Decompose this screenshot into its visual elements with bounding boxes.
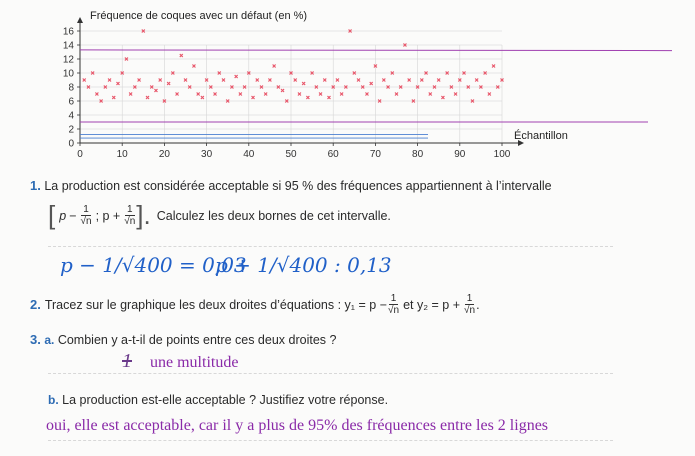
x-tick-label: 60: [327, 149, 339, 160]
interval-expression: [48, 200, 391, 231]
fraction-denominator: √n: [464, 305, 476, 316]
x-tick-label: 40: [243, 149, 255, 160]
interval-p: p: [59, 208, 67, 223]
fraction-denominator: √n: [80, 216, 92, 227]
data-point: [235, 75, 238, 78]
data-point: [146, 96, 149, 99]
question-3b-label: b.: [48, 393, 59, 407]
data-point: [488, 93, 491, 96]
data-point: [319, 93, 322, 96]
x-tick-label: 70: [369, 149, 381, 160]
answer-line: [48, 373, 613, 374]
data-point: [201, 96, 204, 99]
question-1-number: 1.: [30, 178, 41, 193]
data-point: [454, 93, 457, 96]
question-2: [30, 293, 480, 316]
frequency-scatter-chart: [0, 0, 695, 170]
data-point: [281, 89, 284, 92]
data-point: [475, 79, 478, 82]
fraction-numerator: 1: [466, 293, 473, 304]
handwritten-lower-bound: p − 1/√400 = 0,03: [60, 253, 247, 277]
x-tick-label: 0: [77, 149, 83, 160]
data-point: [492, 65, 495, 68]
fraction-denominator: √n: [124, 216, 136, 227]
data-point: [154, 89, 157, 92]
fraction-numerator: 1: [390, 293, 397, 304]
data-point: [83, 79, 86, 82]
fraction-numerator: 1: [83, 204, 89, 215]
x-tick-label: 10: [116, 149, 128, 160]
data-point: [327, 96, 330, 99]
data-point: [420, 79, 423, 82]
data-point: [357, 79, 360, 82]
data-point: [192, 65, 195, 68]
data-point: [252, 96, 255, 99]
fraction-numerator: 1: [126, 204, 133, 215]
data-point: [408, 79, 411, 82]
data-point: [197, 93, 200, 96]
x-tick-label: 80: [412, 149, 424, 160]
interval-separator: ; p +: [95, 208, 121, 223]
answer-3b: oui, elle est acceptable, car il y a plus de 95% des fréquences entre les 2 lignes: [46, 417, 549, 434]
question-3b-text: La production est-elle acceptable ? Justifiez votre réponse.: [62, 393, 389, 407]
upper-bound-line: [80, 50, 672, 51]
y-tick-label: 0: [68, 138, 74, 150]
y-tick-label: 4: [68, 110, 74, 122]
data-point: [95, 93, 98, 96]
data-point: [214, 93, 217, 96]
fraction-y1: [388, 293, 399, 316]
x-tick-label: 30: [201, 149, 213, 160]
question-1: [30, 178, 552, 193]
data-point: [395, 93, 398, 96]
data-point: [129, 93, 132, 96]
data-point: [382, 79, 385, 82]
question-2-text: Tracez sur le graphique les deux droites d’équations : y₁ = p −: [44, 297, 387, 312]
data-point: [268, 79, 271, 82]
question-3a: [30, 332, 336, 347]
answer-3a: une multitude: [150, 354, 239, 371]
data-point: [138, 79, 141, 82]
data-point: [256, 79, 259, 82]
interval-minus: −: [69, 208, 77, 223]
fraction-upper: [124, 204, 135, 227]
data-point: [264, 93, 267, 96]
x-tick-label: 100: [493, 149, 511, 160]
y-tick-label: 6: [68, 96, 74, 108]
question-3a-text: Combien y a-t-il de points entre ces deux droites ?: [57, 333, 337, 347]
data-point: [429, 93, 432, 96]
data-point: [323, 79, 326, 82]
y-tick-label: 2: [68, 124, 74, 136]
y-tick-label: 16: [62, 26, 74, 38]
question-2-end: .: [476, 297, 480, 312]
crossed-out-answer: 1: [122, 350, 132, 372]
data-point: [159, 79, 162, 82]
data-point: [294, 79, 297, 82]
bracket-open: [: [48, 200, 56, 230]
data-point: [340, 93, 343, 96]
data-point: [365, 93, 368, 96]
data-point: [298, 93, 301, 96]
data-point: [370, 82, 373, 85]
x-tick-label: 20: [158, 149, 170, 160]
data-point: [184, 79, 187, 82]
x-tick-label: 90: [454, 149, 466, 160]
question-2-mid: et y₂ = p +: [403, 297, 461, 312]
y-tick-label: 14: [62, 40, 74, 52]
data-point: [306, 96, 309, 99]
fraction-lower: [81, 204, 92, 227]
data-point: [273, 65, 276, 68]
data-point: [336, 79, 339, 82]
data-point: [441, 96, 444, 99]
data-point: [180, 54, 183, 57]
question-3-number: 3.: [30, 332, 41, 347]
data-point: [108, 79, 111, 82]
data-point: [239, 93, 242, 96]
answer-line: [48, 246, 613, 247]
data-point: [112, 96, 115, 99]
question-3b: [48, 393, 388, 407]
question-3a-label: a.: [44, 333, 55, 347]
bracket-close: ].: [136, 200, 151, 230]
y-axis-arrow: [77, 17, 83, 23]
chart-title: Fréquence de coques avec un défaut (en %): [90, 10, 308, 22]
fraction-y2: [464, 293, 475, 316]
y-tick-label: 8: [68, 82, 74, 94]
y-tick-label: 10: [62, 68, 74, 80]
handwritten-upper-bound: p + 1/√400 : 0,13: [215, 253, 392, 277]
question-2-number: 2.: [30, 297, 41, 312]
y-tick-label: 12: [62, 54, 74, 66]
x-tick-label: 50: [285, 149, 297, 160]
answer-line: [48, 440, 613, 441]
data-point: [176, 93, 179, 96]
fraction-denominator: √n: [388, 305, 400, 316]
data-point: [116, 82, 119, 85]
question-1-text: La production est considérée acceptable si 95 % des fréquences appartiennent à l’intervalle: [44, 179, 552, 193]
data-point: [437, 79, 440, 82]
data-point: [222, 79, 225, 82]
question-1-instruction: Calculez les deux bornes de cet intervalle.: [156, 208, 391, 223]
x-axis-label: Échantillon: [514, 130, 568, 142]
data-point: [302, 82, 305, 85]
data-point: [167, 82, 170, 85]
